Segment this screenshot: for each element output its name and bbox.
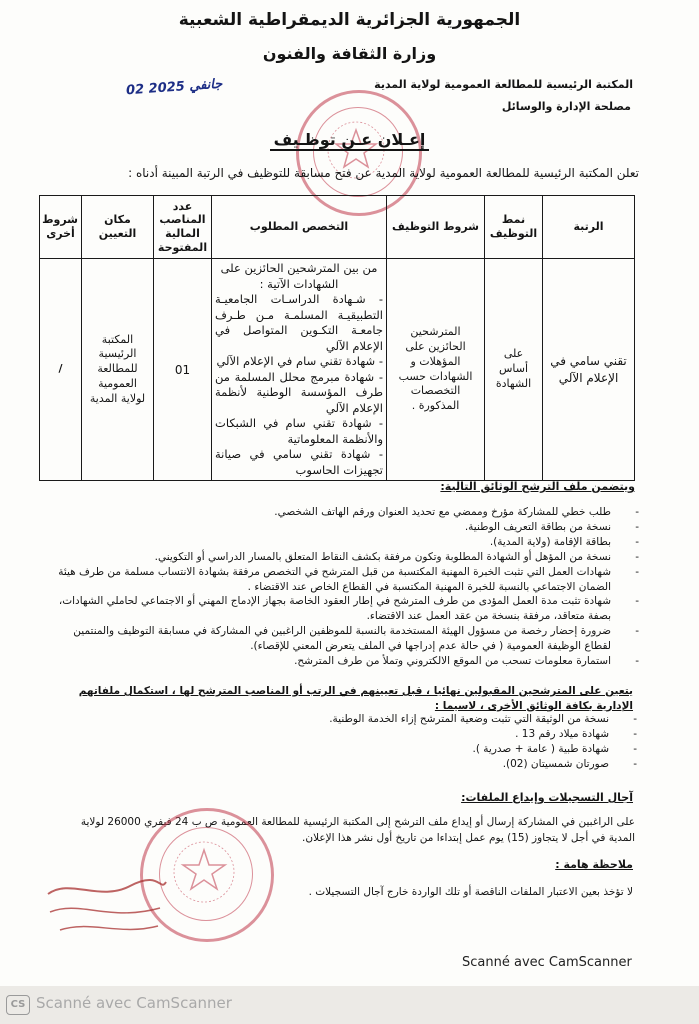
final-documents-list [167, 712, 637, 772]
cell-rank: تقني سامي في الإعلام الآلي [543, 259, 635, 481]
recruitment-table [39, 195, 635, 481]
scanner-footer-text: Scanné avec CamScanner [36, 994, 232, 1012]
cell-other: / [40, 259, 82, 481]
list-item: - صورتان شمسيتان (02). [502, 757, 637, 770]
cell-positions: 01 [154, 259, 212, 481]
handwritten-date: 02 جانفي 2025 [125, 76, 223, 99]
specialty-item: - شهادة تقني سام في الشبكات والأنظمة المعلوماتية [215, 416, 383, 446]
final-documents-title: يتعين على المترشحين المقبولين نهائيا ، قبل تعيينهم في الرتب أو المناصب المترشح لها ، استكمال ملفاتهم الإدارية بكافة الوثائق الأخرى ، لاسيما : [78, 685, 633, 712]
header-specialty: التخصص المطلوب [212, 196, 387, 259]
library-name: المكتبة الرئيسية للمطالعة العمومية لولاية المدية [374, 78, 633, 91]
signature-stamp [40, 872, 170, 947]
announcement-title: إعـلان عـن توظـيف [0, 130, 699, 149]
cell-mode: على أساس الشهادة [485, 259, 543, 481]
header-conditions: شروط التوظيف [387, 196, 485, 259]
signature-icon [40, 872, 170, 942]
department-name: مصلحة الإدارة والوسائل [501, 100, 631, 113]
list-item: - شهادة ميلاد رقم 13 . [515, 727, 637, 740]
list-item: - استمارة معلومات تسحب من الموقع الالكتروني وتملأ من طرف المترشح. [294, 655, 639, 668]
list-item: - طلب خطي للمشاركة مؤرخ وممضي مع تحديد العنوان ورقم الهاتف الشخصي. [274, 506, 639, 518]
list-item: - نسخة من الوثيقة التي تثبت وضعية المترشح إزاء الخدمة الوطنية. [329, 713, 637, 725]
note-text: لا تؤخذ بعين الاعتبار الملفات الناقصة أو تلك الواردة خارج آجال التسجيلات . [308, 886, 633, 898]
deadlines-title: آجال التسجيلات وإيداع الملفات: [461, 791, 633, 804]
table-row [40, 259, 635, 481]
table-header-row [40, 196, 635, 259]
specialty-item: - شهادة تقني سامي في صيانة تجهيزات الحاسوب [215, 447, 383, 477]
list-item: - ضرورة إحضار رخصة من مسؤول الهيئة المستخدمة بالنسبة للموظفين الراغبين في المشاركة في مسابقة التوظيف والمنتمين لقطاع الوظيفة العمومية ( في حالة عدم إدراجها في الملف يتعرض المعني للإقصاء). [73, 625, 639, 653]
scanner-footer [0, 986, 699, 1024]
documents-list [55, 505, 639, 669]
documents-title: ويتضمن ملف الترشح الوثائق التالية: [440, 480, 635, 493]
republic-title: الجمهورية الجزائرية الديمقراطية الشعبية [178, 10, 521, 30]
specialty-item: - شهادة مبرمج محلل المسلمة من طرف المؤسسة الوطنية لأنظمة الإعلام الآلي [215, 369, 383, 415]
cell-specialty [212, 259, 387, 481]
specialty-item: - شهادة تقني سام في الإعلام الآلي [216, 354, 383, 369]
cell-conditions: المترشحين الحائزين على المؤهلات و الشهادات حسب التخصصات المذكورة . [387, 259, 485, 481]
ministry-title: وزارة الثقافة والفنون [262, 44, 437, 63]
announcement-intro: تعلن المكتبة الرئيسية للمطالعة العمومية لولاية المدية عن فتح مسابقة للتوظيف في الرتبة المبينة أدناه : [128, 166, 639, 180]
camscanner-logo-icon: CS [6, 995, 30, 1015]
list-item: - شهادات العمل التي تثبت الخبرة المهنية المكتسبة من قبل المترشح في التخصص مرفقة بشهادة الانتساب مسلمة من طرف هيئة الضمان الاجتماعي بالنسبة للخبرة المهنية المكتسبة في القطاع الخاص عند الاقتضاء . [58, 565, 639, 593]
header-positions: عدد المناصب المالية المفتوحة [154, 196, 212, 259]
cell-place: المكتبة الرئيسية للمطالعة العمومية لولاية المدية [82, 259, 154, 481]
list-item: - شهادة طبية ( عامة + صدرية ). [472, 742, 637, 755]
specialty-item: - شـهادة الدراسـات الجامعيـة التطبيقيـة المسلمـة مـن طـرف جامعـة التكـوين المتواصل في الإعلام الآلي [215, 292, 383, 353]
deadlines-text: على الراغبين في المشاركة إرسال أو إيداع ملف الترشح إلى المكتبة الرئيسية للمطالعة العمومية ص ب 24 فيفري 26000 لولاية المدية في أجل لا يتجاوز (15) يوم عمل إبتداءا من تاريخ أول نشر هذا الإعلان. [80, 816, 635, 844]
header-mode: نمط التوظيف [485, 196, 543, 259]
scanner-watermark: Scanné avec CamScanner [462, 955, 632, 970]
note-title: ملاحظة هامة : [555, 858, 633, 871]
specialty-intro: من بين المترشحين الحائزين على الشهادات الآتية : [220, 261, 378, 291]
header-place: مكان التعيين [82, 196, 154, 259]
list-item: - نسخة من المؤهل أو الشهادة المطلوبة وتكون مرفقة بكشف النقاط المتعلق بالمسار الدراسي أو التكويني. [154, 550, 639, 563]
header-rank: الرتبة [543, 196, 635, 259]
list-item: - شهادة تثبت مدة العمل المؤدى من طرف المترشح في إطار العقود الخاصة بجهاز الإدماج المهني أو الاجتماعي لحاملي الشهادات، بصفة متعاقد، مرفقة بنسخة من عقد العمل عند الاقتضاء. [58, 595, 639, 623]
list-item: - بطاقة الإقامة (ولاية المدية). [489, 535, 639, 548]
header-other: شروط أخرى [40, 196, 82, 259]
list-item: - نسخة من بطاقة التعريف الوطنية. [464, 520, 639, 533]
